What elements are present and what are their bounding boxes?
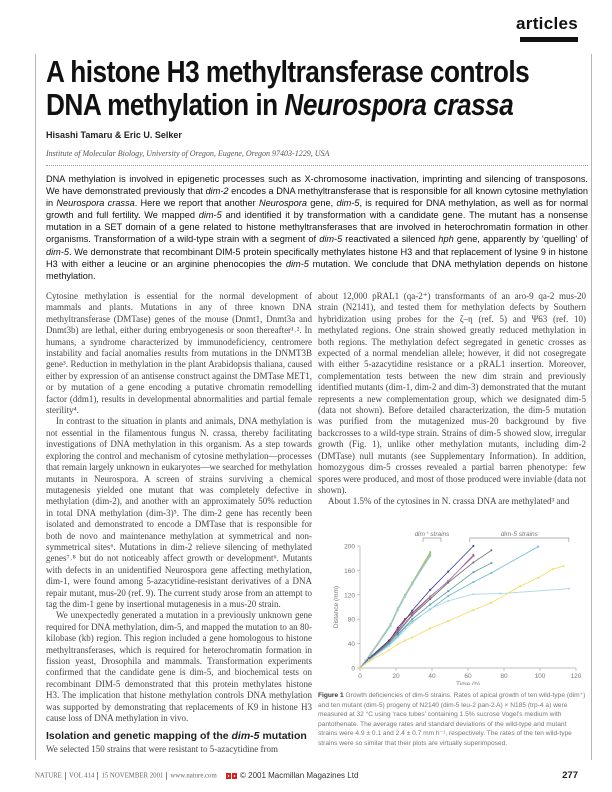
title-line-1: A histone H3 methyltransferase controls [46,55,530,89]
gene-name: dim-5 [198,210,222,221]
series-line [360,555,430,668]
x-tick-label: 80 [500,673,508,680]
genus-name: Neurospora [258,198,307,209]
data-point [473,555,475,557]
data-point [519,585,521,587]
title-species: Neurospora crassa [284,88,514,122]
affiliation: Institute of Molecular Biology, University of Oregon, Eugene, Oregon 97403-1229, USA [46,149,330,158]
body-column-1 [46,291,312,755]
data-point [473,593,475,595]
authors: Hisashi Tamaru & Eric U. Selker [46,130,182,140]
separator [97,772,98,780]
species-name: Neurospora crassa [56,198,135,209]
divider [46,165,588,166]
section-tag: articles [516,14,578,33]
separator [166,772,167,780]
data-point [552,568,554,570]
data-point [404,595,406,597]
footer-citation [35,772,217,780]
data-point [491,549,493,551]
data-point [411,583,413,585]
x-tick-label: 20 [392,673,400,680]
gene-name: dim-5 [46,246,69,257]
data-point [429,608,431,610]
x-tick-label: 120 [570,673,582,680]
abstract-text: gene, [306,198,337,209]
y-tick-label: 0 [351,665,355,673]
data-point [429,598,431,600]
data-point [537,577,539,579]
gene-name: dim-5 [285,258,309,269]
group-label: dim⁺ strains [414,531,450,538]
data-point [429,555,431,557]
x-tick-label: 100 [534,673,546,680]
growth-chart [318,530,586,685]
copyright-text: © 2001 Macmillan Magazines Ltd [240,771,359,780]
data-point [388,645,390,647]
paragraph: We unexpectedly generated a mutation in a previously unknown gene required for DNA methylation, dim-5, and mapped the mutation to an 80-kilobase (kb) region. This region included a gene homologous to histone methyltransferases, which is required for heterochromatin formation in fission yeast, Drosophila and mammals. Transformation experiments confirmed that the candidate gene is dim-5, and biochemical tests on recombinant DIM-5 demonstrated that this protein methylates histone H3. The implication that histone methylation controls DNA methylation was supported by demonstrating that replacements of K9 in histone H3 cause loss of DNA methylation in vivo. [46,610,312,724]
paragraph: In contrast to the situation in plants and animals, DNA methylation is not essential in the filamentous fungus N. crassa, thereby facilitating investigations of DNA methylation in this organism. As a step towards exploring the control and mechanism of cytosine methylation—processes that remain largely unknown in eukaryotes—we searched for methylation mutants in Neurospora. A screen of strains surviving a chemical mutagenesis yielded one mutant that was completely defective in methylation (dim-2), and another with an approximately 50% reduction in total DNA methylation (dim-3)⁵. The dim-2 gene has recently been isolated and demonstrated to encode a DMTase that is responsible for both de novo and maintenance methylation at symmetrical and non-symmetrical sites⁶. Mutations in dim-2 relieve silencing of methylated genes⁷˒⁸ but do not noticeably affect growth or development⁶. Mutants with defects in an unidentified Neurospora gene affecting methylation, dim-1, were found among 5-azacytidine-resistant derivatives of a DNA repair mutant, mus-20 (ref. 9). The current study arose from an attempt to tag the dim-1 gene by insertional mutagenesis in a mus-20 strain. [46,416,312,609]
data-point [404,640,406,642]
data-point [447,600,449,602]
data-point [390,624,392,626]
chart-axes [333,531,582,685]
y-tick-label: 80 [347,616,355,624]
heading-gene: dim-5 [231,730,260,743]
chart-series [359,545,570,669]
y-tick-label: 160 [344,567,355,575]
data-point [411,622,413,624]
data-point [388,649,390,651]
caption-text: Growth deficiencies of dim-5 strains. Rates of apical growth of ten wild-type (dim⁺) and ten mutant (dim-5) progeny of N2140 (dim-5 leu-2 pan-2 A) × N185 (trp-4 a) were measured at 32 °C using ‘race tubes’ containing 1.5% sucrose Vogel’s medium with pantothenate. The average rates and standard deviations of the wild-type and mutant strains were 4.9 ± 0.1 and 2.4 ± 0.7 mm h⁻¹, respectively. The rates of the ten wild-type strains were so similar that their plots are virtually superimposed. [318,692,586,747]
data-point [568,588,570,590]
data-point [447,620,449,622]
paragraph: About 1.5% of the cytosines in N. crassa DNA are methylated³ and [328,496,570,507]
data-point [447,582,449,584]
data-point [397,609,399,611]
data-point [411,618,413,620]
separator [65,772,66,780]
abstract-text: gene, apparently by ‘quelling’ of [453,234,588,245]
data-point [473,545,475,547]
section-bar [520,37,578,42]
series-line [360,546,473,668]
data-point [447,590,449,592]
data-point [411,637,413,639]
x-axis-label: Time (h) [456,681,480,685]
figure-caption [318,691,586,749]
paragraph: We selected 150 strains that were resistant to 5-azacytidine from [46,743,278,754]
issue-date: 15 NOVEMBER 2001 [101,772,164,780]
data-point [429,589,431,591]
data-point [359,667,361,669]
data-point [491,602,493,604]
data-point [473,562,475,564]
data-point [397,627,399,629]
series-line [360,552,430,668]
abstract-text: DNA methylation is involved in epigenetic processes such as X-chromosome inactivation, imprinting and silencing of transposons. We have demonstrated previously that [46,174,588,197]
abstract-text: . We demonstrate that recombinant DIM-5 protein specifically methylates histone H3 and that replacement of lysine 9 in histone H3 with either a leucine or an arginine phenocopies the [46,246,588,269]
caption-label: Figure 1 [318,692,344,699]
abstract-text: . Here we report that another [134,198,259,209]
gene-name: dim-5 [336,198,360,209]
page-number: 277 [562,770,578,781]
data-point [563,565,565,567]
volume: VOL 414 [68,772,95,780]
data-point [411,615,413,617]
gene-name: hph [438,234,454,245]
data-point [473,609,475,611]
abstract-text: mutation. We conclude that DNA methylation depends on histone methylation. [46,258,589,281]
data-point [368,660,370,662]
x-tick-label: 0 [358,673,362,680]
group-bracket [470,538,569,542]
abstract-text: and identified it by transformation with a candidate gene. The mutant has a nonsense mutation in a SET domain of a gene related to histone methyltransferases that are involved in heterochromatin formation in other organisms. Transformation of a wild-type strain with a segment of [46,210,589,245]
data-point [491,572,493,574]
series-line [360,550,491,668]
data-point [447,595,449,597]
figure-1-chart [318,530,586,685]
group-label: dim-5 strains [500,531,538,538]
heading-text: mutation [259,730,307,743]
section-heading [46,731,312,742]
y-tick-label: 120 [344,592,355,600]
data-point [370,653,372,655]
footer-copyright [226,771,358,780]
data-point [429,627,431,629]
journal-name: NATURE [35,772,62,780]
abstract-text: , is required for DNA methylation, as well as for normal growth and full fertility. We mapped [46,198,589,221]
data-point [397,643,399,645]
data-point [491,562,493,564]
data-point [429,596,431,598]
data-point [537,546,539,548]
series-line [360,556,430,668]
x-tick-label: 40 [428,673,436,680]
data-point [404,618,406,620]
x-tick-label: 60 [464,673,472,680]
heading-text: Isolation and genetic mapping of the [46,730,232,743]
title-line-2 [46,89,515,122]
data-point [397,637,399,639]
data-point [500,593,502,595]
y-tick-label: 200 [344,543,355,551]
data-point [411,610,413,612]
title-plain: DNA methylation in [46,88,285,122]
data-point [473,581,475,583]
paragraph: Cytosine methylation is essential for the normal development of mammals and plants. Mutations in any of three known DNA methyltransferase (DMTase) genes of the mouse (Dnmt1, Dnmt3a and Dnmt3b) are lethal, either during embryogenesis or soon thereafter¹˒². In humans, a syndrome characterized by immunodeficiency, centromere instability and facial anomalies results from mutations in the DNMT3B gene³. Reduction in methylation in the plant Arabidopsis thaliana, caused either by expression of an antisense construct against the DMTase MET1, or by mutation of a gene encoding a putative chromatin remodelling factor (ddm1), results in developmental abnormalities and partial female sterility⁴. [46,291,312,416]
data-point [429,604,431,606]
article-title [46,55,530,122]
data-point [447,580,449,582]
data-point [404,627,406,629]
abstract [46,173,588,282]
gene-name: dim-2 [205,186,229,197]
body-column-2 [318,291,586,508]
journal-url[interactable]: www.nature.com [170,772,217,780]
series-line [360,547,538,668]
data-point [473,571,475,573]
y-tick-label: 40 [347,641,355,649]
gene-name: dim-5 [319,234,343,245]
abstract-text: encodes a DNA methyltransferase that is responsible for all known cytosine methylation in [46,186,588,209]
series-line [360,553,430,668]
group-bracket [423,538,441,542]
publisher-logo-icon [226,772,237,780]
paragraph: about 12,000 pRAL1 (qa-2⁺) transformants of an aro-9 qa-2 mus-20 strain (N2141), and tested them for methylation defects by Southern hybridization using probes for the ζ–η (ref. 5) and Ψ63 (ref. 10) methylated regions. One strain showed greatly reduced methylation in both regions. The methylation defect segregated in genetic crosses as expected of a normal mendelian allele; however, it did not cosegregate with either 5-azacytidine resistance or a pRAL1 insertion. Moreover, complementation tests between the new dim strain and previously identified mutants (dim-1, dim-2 and dim-3) demonstrated that the mutant represents a new complementation group, which we designated dim-5 (data not shown). Before detailed characterization, the dim-5 mutation was purified from the mutagenized mus-20 background by five backcrosses to a wild-type strain. Strains of dim-5 showed slow, irregular growth (Fig. 1), unlike other methylation mutants, including dim-2 (DMTase) null mutants (see Supplementary Information). In addition, homozygous dim-5 crosses revealed a partial barren phenotype: few spores were produced, and most of those produced were inviable (data not shown). [318,291,586,495]
data-point [447,571,449,573]
series-line [360,589,569,668]
y-axis-label: Distance (mm) [333,585,340,629]
abstract-text: reactivated a silenced [342,234,439,245]
